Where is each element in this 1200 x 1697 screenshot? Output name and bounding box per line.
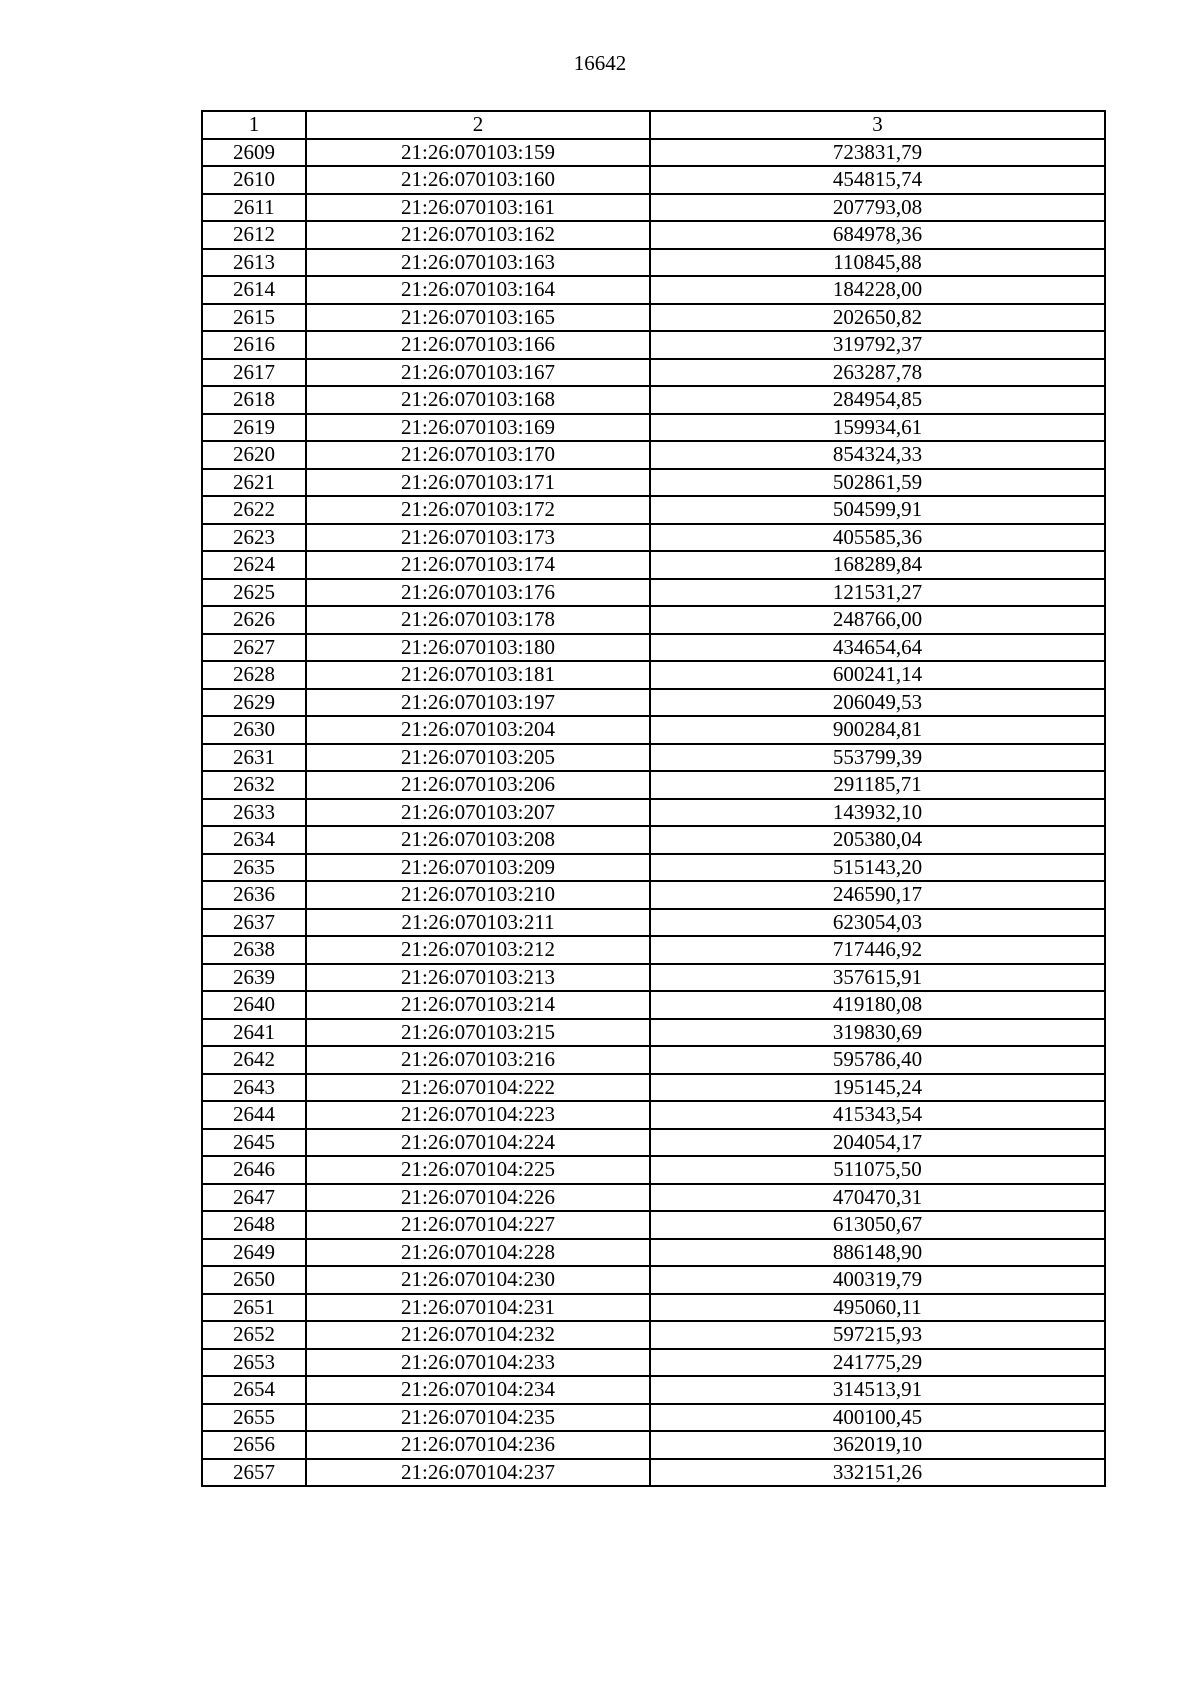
cadastral-number-cell: 21:26:070103:204: [306, 716, 650, 744]
value-cell: 168289,84: [650, 551, 1105, 579]
row-number-cell: 2640: [202, 991, 306, 1019]
header-row: [202, 111, 1105, 139]
table-row: [202, 1156, 1105, 1184]
value-cell: 241775,29: [650, 1349, 1105, 1377]
table-row: [202, 1129, 1105, 1157]
row-number-cell: 2627: [202, 634, 306, 662]
cadastral-number-cell: 21:26:070104:228: [306, 1239, 650, 1267]
value-cell: 613050,67: [650, 1211, 1105, 1239]
table-row: [202, 1074, 1105, 1102]
row-number-cell: 2616: [202, 331, 306, 359]
row-number-cell: 2650: [202, 1266, 306, 1294]
row-number-cell: 2641: [202, 1019, 306, 1047]
row-number-cell: 2611: [202, 194, 306, 222]
cadastral-number-cell: 21:26:070104:234: [306, 1376, 650, 1404]
row-number-cell: 2632: [202, 771, 306, 799]
cadastral-number-cell: 21:26:070103:209: [306, 854, 650, 882]
value-cell: 597215,93: [650, 1321, 1105, 1349]
value-cell: 319792,37: [650, 331, 1105, 359]
page-number: 16642: [573, 51, 627, 75]
row-number-cell: 2655: [202, 1404, 306, 1432]
value-cell: 470470,31: [650, 1184, 1105, 1212]
value-cell: 400100,45: [650, 1404, 1105, 1432]
value-cell: 454815,74: [650, 166, 1105, 194]
cadastral-number-cell: 21:26:070103:166: [306, 331, 650, 359]
table-row: [202, 249, 1105, 277]
cadastral-number-cell: 21:26:070103:165: [306, 304, 650, 332]
cadastral-number-cell: 21:26:070104:235: [306, 1404, 650, 1432]
value-cell: 595786,40: [650, 1046, 1105, 1074]
value-cell: 400319,79: [650, 1266, 1105, 1294]
row-number-cell: 2622: [202, 496, 306, 524]
row-number-cell: 2647: [202, 1184, 306, 1212]
value-cell: 600241,14: [650, 661, 1105, 689]
table-row: [202, 744, 1105, 772]
value-cell: 511075,50: [650, 1156, 1105, 1184]
table-row: [202, 551, 1105, 579]
table-row: [202, 1376, 1105, 1404]
row-number-cell: 2621: [202, 469, 306, 497]
row-number-cell: 2643: [202, 1074, 306, 1102]
row-number-cell: 2610: [202, 166, 306, 194]
cadastral-number-cell: 21:26:070103:161: [306, 194, 650, 222]
row-number-cell: 2652: [202, 1321, 306, 1349]
table-row: [202, 716, 1105, 744]
table-row: [202, 1349, 1105, 1377]
cadastral-number-cell: 21:26:070104:233: [306, 1349, 650, 1377]
cadastral-number-cell: 21:26:070103:180: [306, 634, 650, 662]
row-number-cell: 2619: [202, 414, 306, 442]
value-cell: 434654,64: [650, 634, 1105, 662]
row-number-cell: 2636: [202, 881, 306, 909]
row-number-cell: 2653: [202, 1349, 306, 1377]
cadastral-number-cell: 21:26:070103:178: [306, 606, 650, 634]
value-cell: 206049,53: [650, 689, 1105, 717]
value-cell: 246590,17: [650, 881, 1105, 909]
table-row: [202, 166, 1105, 194]
row-number-cell: 2620: [202, 441, 306, 469]
table-row: [202, 991, 1105, 1019]
table-row: [202, 221, 1105, 249]
cadastral-number-cell: 21:26:070104:226: [306, 1184, 650, 1212]
row-number-cell: 2645: [202, 1129, 306, 1157]
table-row: [202, 826, 1105, 854]
value-cell: 184228,00: [650, 276, 1105, 304]
value-cell: 319830,69: [650, 1019, 1105, 1047]
row-number-cell: 2637: [202, 909, 306, 937]
row-number-cell: 2634: [202, 826, 306, 854]
table-row: [202, 1046, 1105, 1074]
row-number-cell: 2642: [202, 1046, 306, 1074]
cadastral-number-cell: 21:26:070104:230: [306, 1266, 650, 1294]
table-row: [202, 1404, 1105, 1432]
row-number-cell: 2657: [202, 1459, 306, 1487]
table-row: [202, 1321, 1105, 1349]
cadastral-number-cell: 21:26:070104:237: [306, 1459, 650, 1487]
table-row: [202, 524, 1105, 552]
table-row: [202, 579, 1105, 607]
table-row: [202, 1266, 1105, 1294]
cadastral-number-cell: 21:26:070103:173: [306, 524, 650, 552]
value-cell: 332151,26: [650, 1459, 1105, 1487]
table-row: [202, 414, 1105, 442]
value-cell: 684978,36: [650, 221, 1105, 249]
table-row: [202, 881, 1105, 909]
row-number-cell: 2630: [202, 716, 306, 744]
cadastral-number-cell: 21:26:070103:212: [306, 936, 650, 964]
row-number-cell: 2609: [202, 139, 306, 167]
row-number-cell: 2613: [202, 249, 306, 277]
value-cell: 854324,33: [650, 441, 1105, 469]
row-number-cell: 2631: [202, 744, 306, 772]
value-cell: 495060,11: [650, 1294, 1105, 1322]
cadastral-number-cell: 21:26:070103:210: [306, 881, 650, 909]
cadastral-number-cell: 21:26:070103:208: [306, 826, 650, 854]
cadastral-number-cell: 21:26:070104:236: [306, 1431, 650, 1459]
table-row: [202, 276, 1105, 304]
cadastral-number-cell: 21:26:070104:223: [306, 1101, 650, 1129]
value-cell: 515143,20: [650, 854, 1105, 882]
value-cell: 314513,91: [650, 1376, 1105, 1404]
cadastral-number-cell: 21:26:070104:227: [306, 1211, 650, 1239]
value-cell: 204054,17: [650, 1129, 1105, 1157]
cadastral-number-cell: 21:26:070103:159: [306, 139, 650, 167]
row-number-cell: 2646: [202, 1156, 306, 1184]
value-cell: 886148,90: [650, 1239, 1105, 1267]
row-number-cell: 2656: [202, 1431, 306, 1459]
cadastral-number-cell: 21:26:070103:171: [306, 469, 650, 497]
table-row: [202, 1431, 1105, 1459]
row-number-cell: 2648: [202, 1211, 306, 1239]
value-cell: 143932,10: [650, 799, 1105, 827]
cadastral-number-cell: 21:26:070103:205: [306, 744, 650, 772]
table-row: [202, 661, 1105, 689]
value-cell: 202650,82: [650, 304, 1105, 332]
cadastral-number-cell: 21:26:070103:213: [306, 964, 650, 992]
value-cell: 159934,61: [650, 414, 1105, 442]
value-cell: 291185,71: [650, 771, 1105, 799]
table-row: [202, 1211, 1105, 1239]
value-cell: 900284,81: [650, 716, 1105, 744]
row-number-cell: 2654: [202, 1376, 306, 1404]
table-row: [202, 469, 1105, 497]
row-number-cell: 2612: [202, 221, 306, 249]
table-header: [202, 111, 1105, 139]
cadastral-number-cell: 21:26:070103:181: [306, 661, 650, 689]
row-number-cell: 2614: [202, 276, 306, 304]
cadastral-number-cell: 21:26:070103:214: [306, 991, 650, 1019]
table-row: [202, 1459, 1105, 1487]
cadastral-number-cell: 21:26:070104:224: [306, 1129, 650, 1157]
cadastral-number-cell: 21:26:070103:211: [306, 909, 650, 937]
value-cell: 419180,08: [650, 991, 1105, 1019]
table-row: [202, 689, 1105, 717]
cadastral-number-cell: 21:26:070103:174: [306, 551, 650, 579]
table-row: [202, 359, 1105, 387]
table-body: [202, 139, 1105, 1487]
value-cell: 207793,08: [650, 194, 1105, 222]
value-cell: 121531,27: [650, 579, 1105, 607]
table-row: [202, 799, 1105, 827]
cadastral-number-cell: 21:26:070103:172: [306, 496, 650, 524]
cadastral-number-cell: 21:26:070103:168: [306, 386, 650, 414]
cadastral-number-cell: 21:26:070104:222: [306, 1074, 650, 1102]
value-cell: 504599,91: [650, 496, 1105, 524]
cadastral-number-cell: 21:26:070104:232: [306, 1321, 650, 1349]
cadastral-number-cell: 21:26:070103:197: [306, 689, 650, 717]
table-row: [202, 1101, 1105, 1129]
value-cell: 502861,59: [650, 469, 1105, 497]
row-number-cell: 2617: [202, 359, 306, 387]
table-row: [202, 964, 1105, 992]
value-cell: 723831,79: [650, 139, 1105, 167]
row-number-cell: 2618: [202, 386, 306, 414]
data-table: [201, 110, 1106, 1487]
table-row: [202, 1019, 1105, 1047]
table-row: [202, 854, 1105, 882]
cadastral-number-cell: 21:26:070103:162: [306, 221, 650, 249]
cadastral-number-cell: 21:26:070103:176: [306, 579, 650, 607]
value-cell: 717446,92: [650, 936, 1105, 964]
table-row: [202, 1184, 1105, 1212]
table-row: [202, 304, 1105, 332]
value-cell: 263287,78: [650, 359, 1105, 387]
column-header-3: 3: [650, 111, 1105, 139]
row-number-cell: 2625: [202, 579, 306, 607]
row-number-cell: 2629: [202, 689, 306, 717]
cadastral-number-cell: 21:26:070104:225: [306, 1156, 650, 1184]
cadastral-number-cell: 21:26:070103:216: [306, 1046, 650, 1074]
value-cell: 357615,91: [650, 964, 1105, 992]
table-row: [202, 909, 1105, 937]
row-number-cell: 2638: [202, 936, 306, 964]
cadastral-number-cell: 21:26:070103:206: [306, 771, 650, 799]
table-row: [202, 331, 1105, 359]
value-cell: 284954,85: [650, 386, 1105, 414]
row-number-cell: 2626: [202, 606, 306, 634]
table-row: [202, 194, 1105, 222]
cadastral-number-cell: 21:26:070103:164: [306, 276, 650, 304]
cadastral-number-cell: 21:26:070103:207: [306, 799, 650, 827]
cadastral-number-cell: 21:26:070103:160: [306, 166, 650, 194]
value-cell: 195145,24: [650, 1074, 1105, 1102]
row-number-cell: 2615: [202, 304, 306, 332]
cadastral-number-cell: 21:26:070103:169: [306, 414, 650, 442]
table-row: [202, 1294, 1105, 1322]
table-row: [202, 1239, 1105, 1267]
value-cell: 248766,00: [650, 606, 1105, 634]
cadastral-number-cell: 21:26:070103:167: [306, 359, 650, 387]
table-row: [202, 936, 1105, 964]
row-number-cell: 2633: [202, 799, 306, 827]
row-number-cell: 2651: [202, 1294, 306, 1322]
value-cell: 623054,03: [650, 909, 1105, 937]
value-cell: 553799,39: [650, 744, 1105, 772]
table-row: [202, 771, 1105, 799]
value-cell: 362019,10: [650, 1431, 1105, 1459]
column-header-2: 2: [306, 111, 650, 139]
row-number-cell: 2635: [202, 854, 306, 882]
table-row: [202, 634, 1105, 662]
cadastral-number-cell: 21:26:070103:163: [306, 249, 650, 277]
row-number-cell: 2623: [202, 524, 306, 552]
row-number-cell: 2644: [202, 1101, 306, 1129]
value-cell: 110845,88: [650, 249, 1105, 277]
row-number-cell: 2639: [202, 964, 306, 992]
column-header-1: 1: [202, 111, 306, 139]
table-row: [202, 441, 1105, 469]
table-row: [202, 386, 1105, 414]
row-number-cell: 2628: [202, 661, 306, 689]
row-number-cell: 2624: [202, 551, 306, 579]
row-number-cell: 2649: [202, 1239, 306, 1267]
cadastral-number-cell: 21:26:070103:170: [306, 441, 650, 469]
value-cell: 205380,04: [650, 826, 1105, 854]
table-row: [202, 139, 1105, 167]
cadastral-number-cell: 21:26:070104:231: [306, 1294, 650, 1322]
value-cell: 405585,36: [650, 524, 1105, 552]
cadastral-number-cell: 21:26:070103:215: [306, 1019, 650, 1047]
table-row: [202, 606, 1105, 634]
table-row: [202, 496, 1105, 524]
value-cell: 415343,54: [650, 1101, 1105, 1129]
